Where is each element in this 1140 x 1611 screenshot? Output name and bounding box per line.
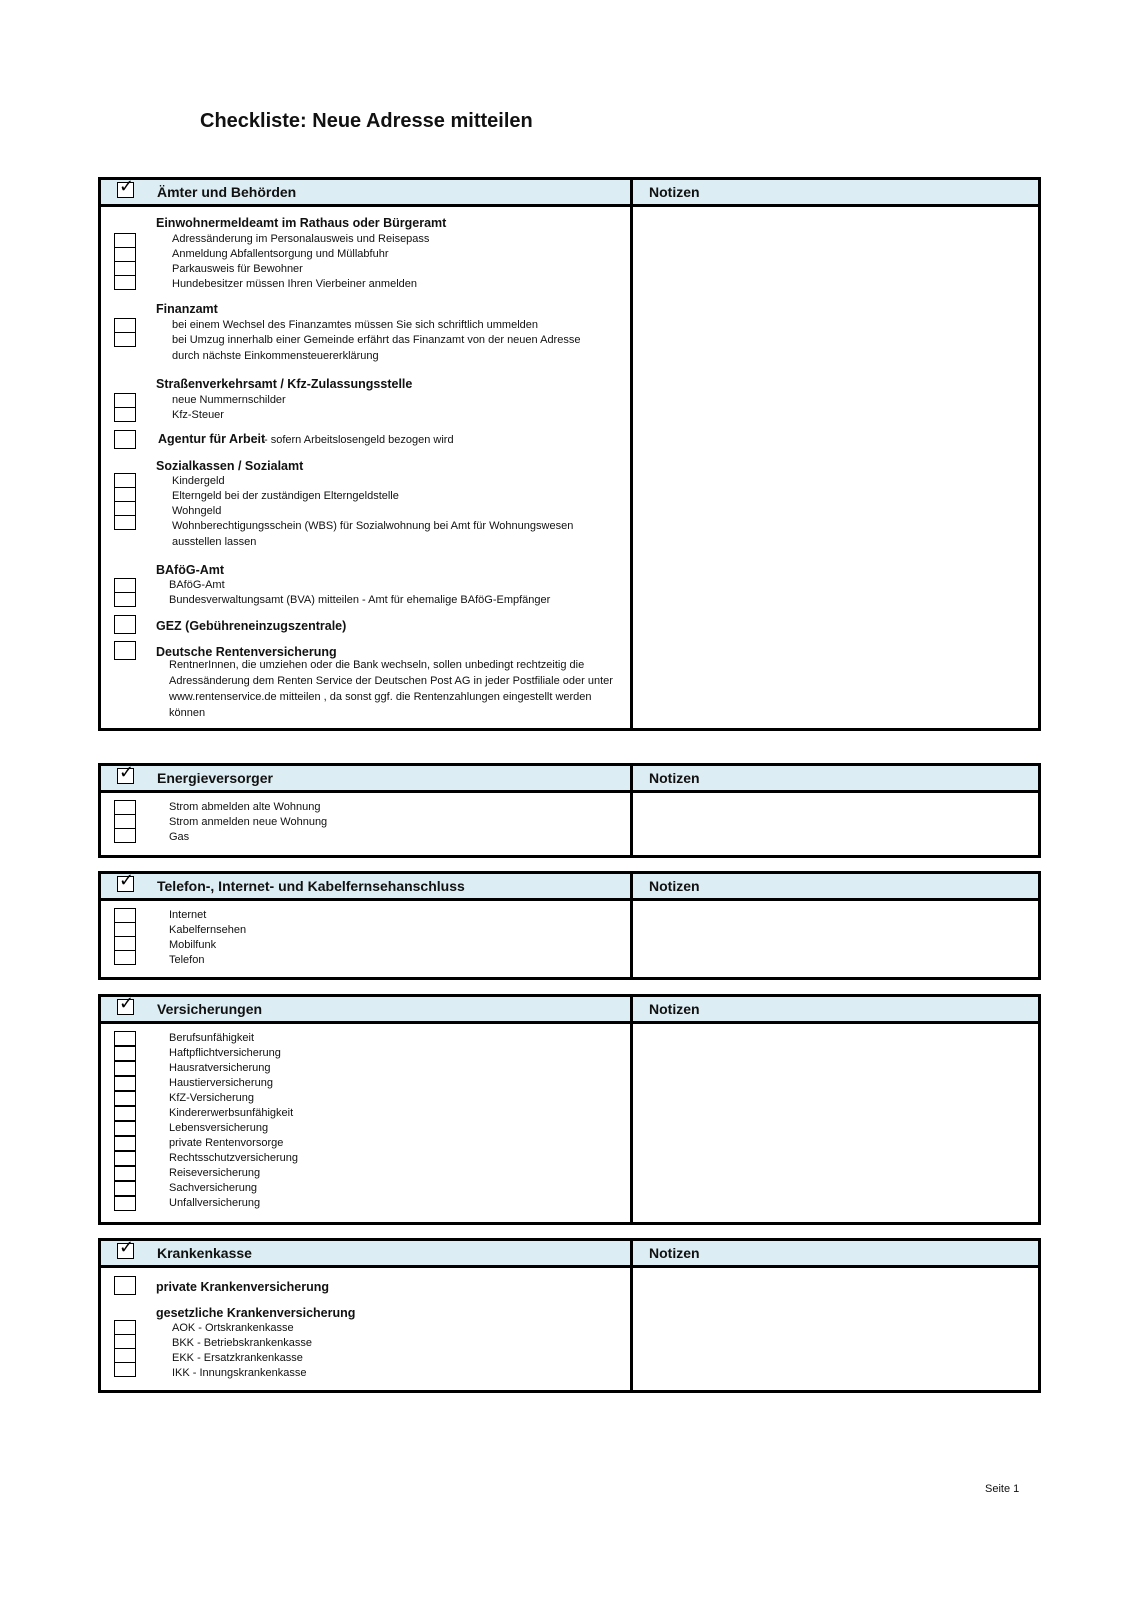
checkbox[interactable]	[114, 318, 136, 333]
list-item: KfZ-Versicherung	[169, 1092, 254, 1104]
section-header	[101, 1237, 1038, 1268]
checkbox[interactable]	[114, 1348, 136, 1363]
group-heading: Finanzamt	[156, 302, 218, 316]
checkbox[interactable]	[114, 1166, 136, 1181]
notes-area[interactable]	[633, 207, 1038, 728]
checkbox[interactable]	[114, 393, 136, 408]
group-heading: Straßenverkehrsamt / Kfz-Zulassungsstelle	[156, 377, 413, 391]
checkbox[interactable]	[114, 1136, 136, 1151]
list-item: Internet	[169, 909, 207, 921]
list-item: Rechtsschutzversicherung	[169, 1152, 299, 1164]
check-icon: ✓	[119, 762, 135, 782]
list-item: RentnerInnen, die umziehen oder die Bank wechseln, sollen unbedingt rechtzeitig die	[169, 659, 585, 671]
checkbox[interactable]	[114, 578, 136, 593]
list-item: Lebensversicherung	[169, 1122, 269, 1134]
list-item: BAföG-Amt	[169, 579, 225, 591]
list-item: Haustierversicherung	[169, 1077, 273, 1089]
checkbox[interactable]	[114, 641, 136, 660]
group-note: - sofern Arbeitslosengeld bezogen wird	[264, 434, 454, 446]
page-number: Seite 1	[985, 1483, 1020, 1495]
checkbox[interactable]	[114, 1031, 136, 1046]
check-icon: ✓	[119, 176, 135, 196]
checkbox[interactable]	[114, 1196, 136, 1211]
group-heading: private Krankenversicherung	[156, 1280, 329, 1294]
checkbox[interactable]	[114, 261, 136, 276]
list-item: Hundebesitzer müssen Ihren Vierbeiner anmelden	[172, 278, 417, 290]
section-title: Ämter und Behörden	[157, 180, 633, 204]
list-item: Parkausweis für Bewohner	[172, 263, 303, 275]
checkbox[interactable]	[114, 275, 136, 290]
header-checkbox[interactable]	[117, 870, 135, 892]
checkbox[interactable]	[114, 1276, 136, 1295]
check-icon: ✓	[119, 993, 135, 1013]
notes-area[interactable]	[633, 1024, 1038, 1222]
checkbox[interactable]	[114, 501, 136, 516]
checkbox[interactable]	[114, 592, 136, 607]
section-header	[101, 993, 1038, 1024]
checkbox[interactable]	[114, 1106, 136, 1121]
list-item: AOK - Ortskrankenkasse	[172, 1322, 294, 1334]
header-checkbox[interactable]	[117, 1237, 135, 1259]
checklist-column	[101, 793, 633, 855]
checkbox[interactable]	[114, 487, 136, 502]
notes-label: Notizen	[649, 1001, 700, 1017]
checkbox[interactable]	[114, 1091, 136, 1106]
list-item: Mobilfunk	[169, 939, 217, 951]
checkbox[interactable]	[114, 936, 136, 951]
list-item: Kindergeld	[172, 475, 225, 487]
list-item: Wohngeld	[172, 505, 222, 517]
checkbox[interactable]	[114, 1334, 136, 1349]
checkbox[interactable]	[114, 1076, 136, 1091]
checkbox[interactable]	[114, 1046, 136, 1061]
section-title: Telefon-, Internet- und Kabelfernsehanschluss	[157, 874, 633, 898]
notes-label: Notizen	[649, 770, 700, 786]
notes-label: Notizen	[649, 184, 700, 200]
list-item: Elterngeld bei der zuständigen Elterngeldstelle	[172, 490, 399, 502]
checkbox[interactable]	[114, 922, 136, 937]
checkbox[interactable]	[114, 247, 136, 262]
list-item: ausstellen lassen	[172, 536, 257, 548]
checkbox[interactable]	[114, 1320, 136, 1335]
checkbox[interactable]	[114, 430, 136, 449]
section-versicherungen	[98, 994, 1041, 1225]
notes-label: Notizen	[649, 1245, 700, 1261]
list-item: Bundesverwaltungsamt (BVA) mitteilen - Amt für ehemalige BAföG-Empfänger	[169, 594, 551, 606]
group-heading: Sozialkassen / Sozialamt	[156, 459, 304, 473]
list-item: Kabelfernsehen	[169, 924, 247, 936]
checkbox[interactable]	[114, 233, 136, 248]
checkbox[interactable]	[114, 615, 136, 634]
list-item: Kindererwerbsunfähigkeit	[169, 1107, 294, 1119]
checkbox[interactable]	[114, 332, 136, 347]
section-telefon	[98, 871, 1041, 980]
list-item: Kfz-Steuer	[172, 409, 224, 421]
section-header	[101, 870, 1038, 901]
checkbox[interactable]	[114, 515, 136, 530]
checkbox[interactable]	[114, 908, 136, 923]
check-icon: ✓	[119, 870, 135, 890]
list-item: bei Umzug innerhalb einer Gemeinde erfährt das Finanzamt von der neuen Adresse	[172, 334, 581, 346]
checklist-column	[101, 1024, 633, 1222]
checkbox[interactable]	[114, 800, 136, 815]
group-heading: BAföG-Amt	[156, 563, 225, 577]
list-item: Sachversicherung	[169, 1182, 258, 1194]
list-item: Wohnberechtigungsschein (WBS) für Sozialwohnung bei Amt für Wohnungswesen	[172, 520, 574, 532]
checklist-column	[101, 1268, 633, 1390]
checklist-column	[101, 901, 633, 977]
checkbox[interactable]	[114, 828, 136, 843]
list-item: Strom abmelden alte Wohnung	[169, 801, 321, 813]
checkbox[interactable]	[114, 814, 136, 829]
group-heading: Agentur für Arbeit	[158, 432, 266, 446]
checkbox[interactable]	[114, 1061, 136, 1076]
list-item: Anmeldung Abfallentsorgung und Müllabfuhr	[172, 248, 389, 260]
checkbox[interactable]	[114, 473, 136, 488]
list-item: neue Nummernschilder	[172, 394, 286, 406]
list-item: EKK - Ersatzkrankenkasse	[172, 1352, 303, 1364]
checkbox[interactable]	[114, 950, 136, 965]
section-energie	[98, 763, 1041, 858]
section-header	[101, 176, 1038, 207]
header-checkbox[interactable]	[117, 762, 135, 784]
list-item: private Rentenvorsorge	[169, 1137, 284, 1149]
list-item: Gas	[169, 831, 190, 843]
section-aemter	[98, 177, 1041, 731]
list-item: Adressänderung dem Renten Service der Deutschen Post AG in jeder Postfiliale oder unter	[169, 675, 613, 687]
checkbox[interactable]	[114, 1121, 136, 1136]
section-header	[101, 762, 1038, 793]
page-title: Checkliste: Neue Adresse mitteilen	[200, 110, 533, 132]
group-heading: Deutsche Rentenversicherung	[156, 645, 337, 659]
list-item: IKK - Innungskrankenkasse	[172, 1367, 307, 1379]
checkbox[interactable]	[114, 1181, 136, 1196]
notes-area[interactable]	[633, 901, 1038, 977]
section-krankenkasse	[98, 1238, 1041, 1393]
list-item: durch nächste Einkommensteuererklärung	[172, 350, 379, 362]
list-item: Berufsunfähigkeit	[169, 1032, 254, 1044]
list-item: Reiseversicherung	[169, 1167, 261, 1179]
section-title: Versicherungen	[157, 997, 633, 1021]
checklist-column	[101, 207, 633, 728]
header-checkbox[interactable]	[117, 176, 135, 198]
group-heading: gesetzliche Krankenversicherung	[156, 1306, 356, 1320]
check-icon: ✓	[119, 1237, 135, 1257]
header-checkbox[interactable]	[117, 993, 135, 1015]
list-item: Telefon	[169, 954, 205, 966]
section-title: Krankenkasse	[157, 1241, 633, 1265]
list-item: Haftpflichtversicherung	[169, 1047, 281, 1059]
section-title: Energieversorger	[157, 766, 633, 790]
list-item: Hausratversicherung	[169, 1062, 271, 1074]
list-item: Strom anmelden neue Wohnung	[169, 816, 328, 828]
checkbox[interactable]	[114, 407, 136, 422]
list-item: können	[169, 707, 206, 719]
list-item: www.rentenservice.de mitteilen , da sonst ggf. die Rentenzahlungen eingestellt werden	[169, 691, 592, 703]
list-item: Adressänderung im Personalausweis und Reisepass	[172, 233, 430, 245]
checkbox[interactable]	[114, 1151, 136, 1166]
notes-label: Notizen	[649, 878, 700, 894]
notes-area[interactable]	[633, 793, 1038, 855]
list-item: Unfallversicherung	[169, 1197, 261, 1209]
list-item: BKK - Betriebskrankenkasse	[172, 1337, 313, 1349]
checkbox[interactable]	[114, 1362, 136, 1377]
list-item: bei einem Wechsel des Finanzamtes müssen Sie sich schriftlich ummelden	[172, 319, 539, 331]
notes-area[interactable]	[633, 1268, 1038, 1390]
group-heading: Einwohnermeldeamt im Rathaus oder Bürgeramt	[156, 216, 447, 230]
group-heading: GEZ (Gebühreneinzugszentrale)	[156, 619, 347, 633]
